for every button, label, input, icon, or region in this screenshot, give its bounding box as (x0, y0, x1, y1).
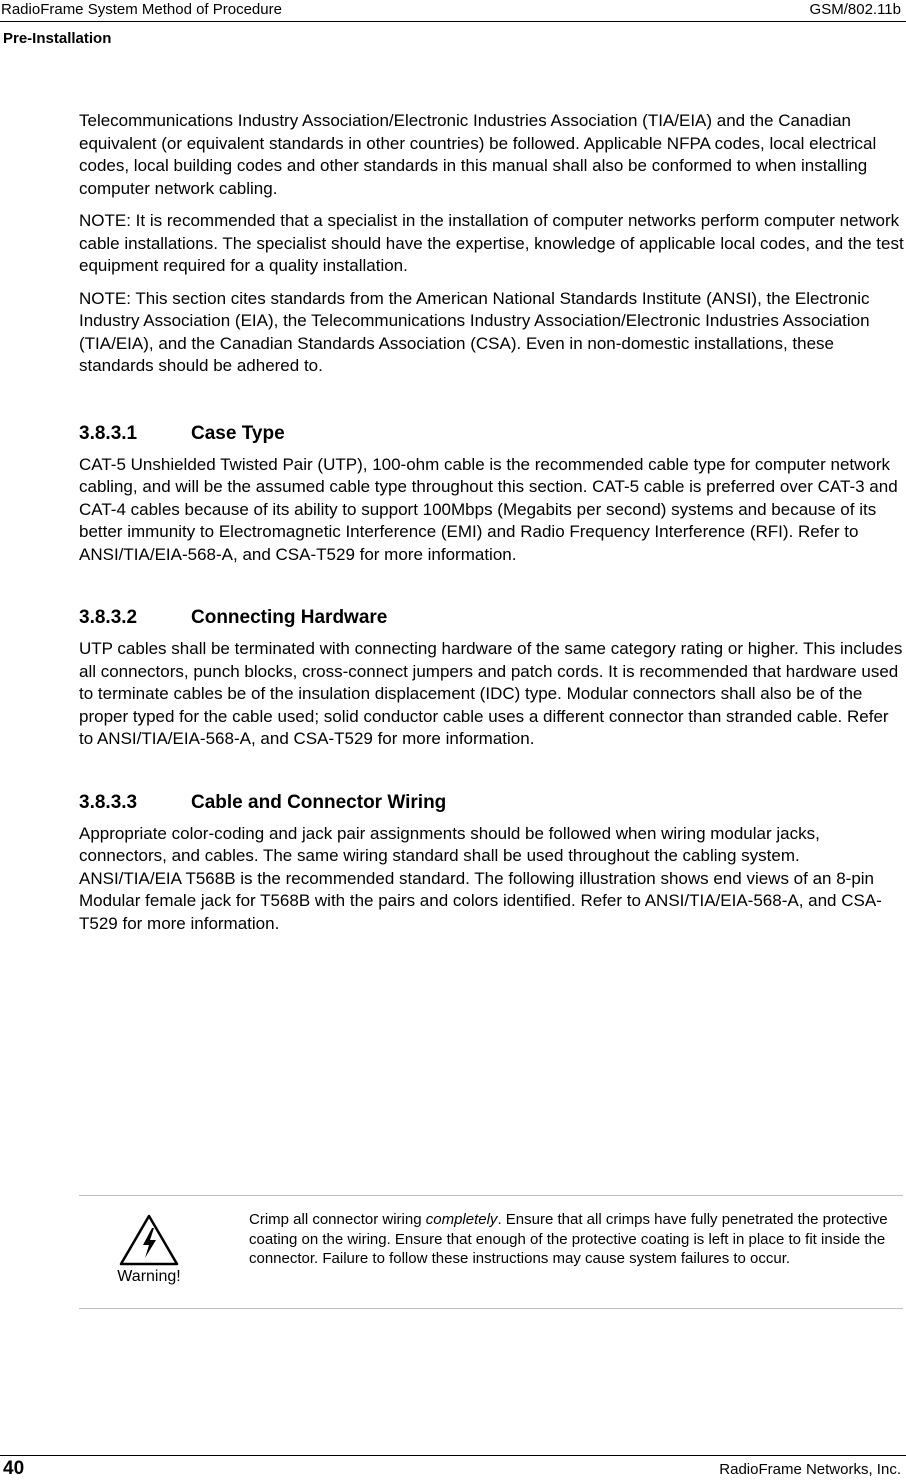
section-body-case-type: CAT-5 Unshielded Twisted Pair (UTP), 100-ohm cable is the recommended cable type for computer network cabling, and will be the assumed cable type throughout this section. CAT-5 cable is preferred over CAT-3 and CAT-4 cables because of its ability to support 100Mbps (Megabits per second) systems and because of its better immunity to Electromagnetic Interference (EMI) and Radio Frequency Interference (RFI). Refer to ANSI/TIA/EIA-568-A, and CSA-T529 for more information. (79, 454, 898, 564)
section-number: 3.8.3.2 (79, 607, 138, 628)
warning-lightning-icon (119, 1214, 179, 1266)
document-code: GSM/802.11b (809, 1, 901, 18)
warning-label: Warning! (117, 1268, 181, 1285)
page-footer (0, 1455, 906, 1483)
page-number: 40 (3, 1458, 25, 1479)
warning-text (249, 1210, 899, 1269)
page-header (0, 0, 906, 22)
warning-text-end: . Ensure that all crimps have fully penetrated the protective coating on the wiring. Ensure that enough of the protective coating is left in place to fit inside the connector. Failure to follow these instructions may cause system failures to occur. (249, 1211, 888, 1267)
warning-text-emphasis: completely (425, 1211, 498, 1228)
section-title: Connecting Hardware (191, 607, 388, 628)
section-title: Case Type (191, 422, 285, 444)
section-heading-case-type (79, 422, 905, 446)
section-body-cable-wiring: Appropriate color-coding and jack pair assignments should be followed when wiring modular jacks, connectors, and cables. The same wiring standard shall be used throughout the cabling system. ANSI/TIA/EIA T568B is the recommended standard. The following illustration shows end views of an 8-pin Modular female jack for T568B with the pairs and colors identified. Refer to ANSI/TIA/EIA-568-A, and CSA-T529 for more information. (79, 823, 882, 933)
section-number: 3.8.3.1 (79, 422, 138, 444)
intro-paragraph: Telecommunications Industry Association/Electronic Industries Association (TIA/EIA) and the Canadian equivalent (or equivalent standards in other countries) be followed. Applicable NFPA codes, local electrical codes, local building codes and other standards in this manual shall also be conformed to when installing computer network cabling. (79, 111, 877, 198)
note-standards: NOTE: This section cites standards from the American National Standards Institute (ANSI), the Electronic Industry Association (EIA), the Telecommunications Industry Association/Electronic Industries Association (TIA/EIA), and the Canadian Standards Association (CSA). Even in non-domestic installations, these standards should be adhered to. (79, 288, 870, 375)
section-heading-cable-wiring (79, 791, 905, 815)
main-content (79, 110, 905, 945)
warning-text-start: Crimp all connector wiring (249, 1211, 426, 1228)
section-number: 3.8.3.3 (79, 791, 138, 813)
section-label: Pre-Installation (3, 30, 112, 47)
warning-callout (79, 1195, 903, 1309)
company-name: RadioFrame Networks, Inc. (719, 1461, 901, 1478)
document-title: RadioFrame System Method of Procedure (1, 1, 282, 18)
section-heading-connecting-hardware (79, 606, 905, 630)
warning-icon-block (109, 1214, 189, 1286)
note-specialist: NOTE: It is recommended that a specialist in the installation of computer networks perform computer network cable installations. The specialist should have the expertise, knowledge of applicable local codes, and the test equipment required for a quality installation. (79, 211, 904, 275)
section-title: Cable and Connector Wiring (191, 791, 447, 813)
section-body-connecting-hardware: UTP cables shall be terminated with connecting hardware of the same category rating or higher. This includes all connectors, punch blocks, cross-connect jumpers and patch cords. It is recommended that hardware used to terminate cables be of the insulation displacement (IDC) type. Modular connectors shall also be of the proper typed for the cable used; solid conductor cable uses a different connector than stranded cable. Refer to ANSI/TIA/EIA-568-A, and CSA-T529 for more information. (79, 639, 903, 748)
